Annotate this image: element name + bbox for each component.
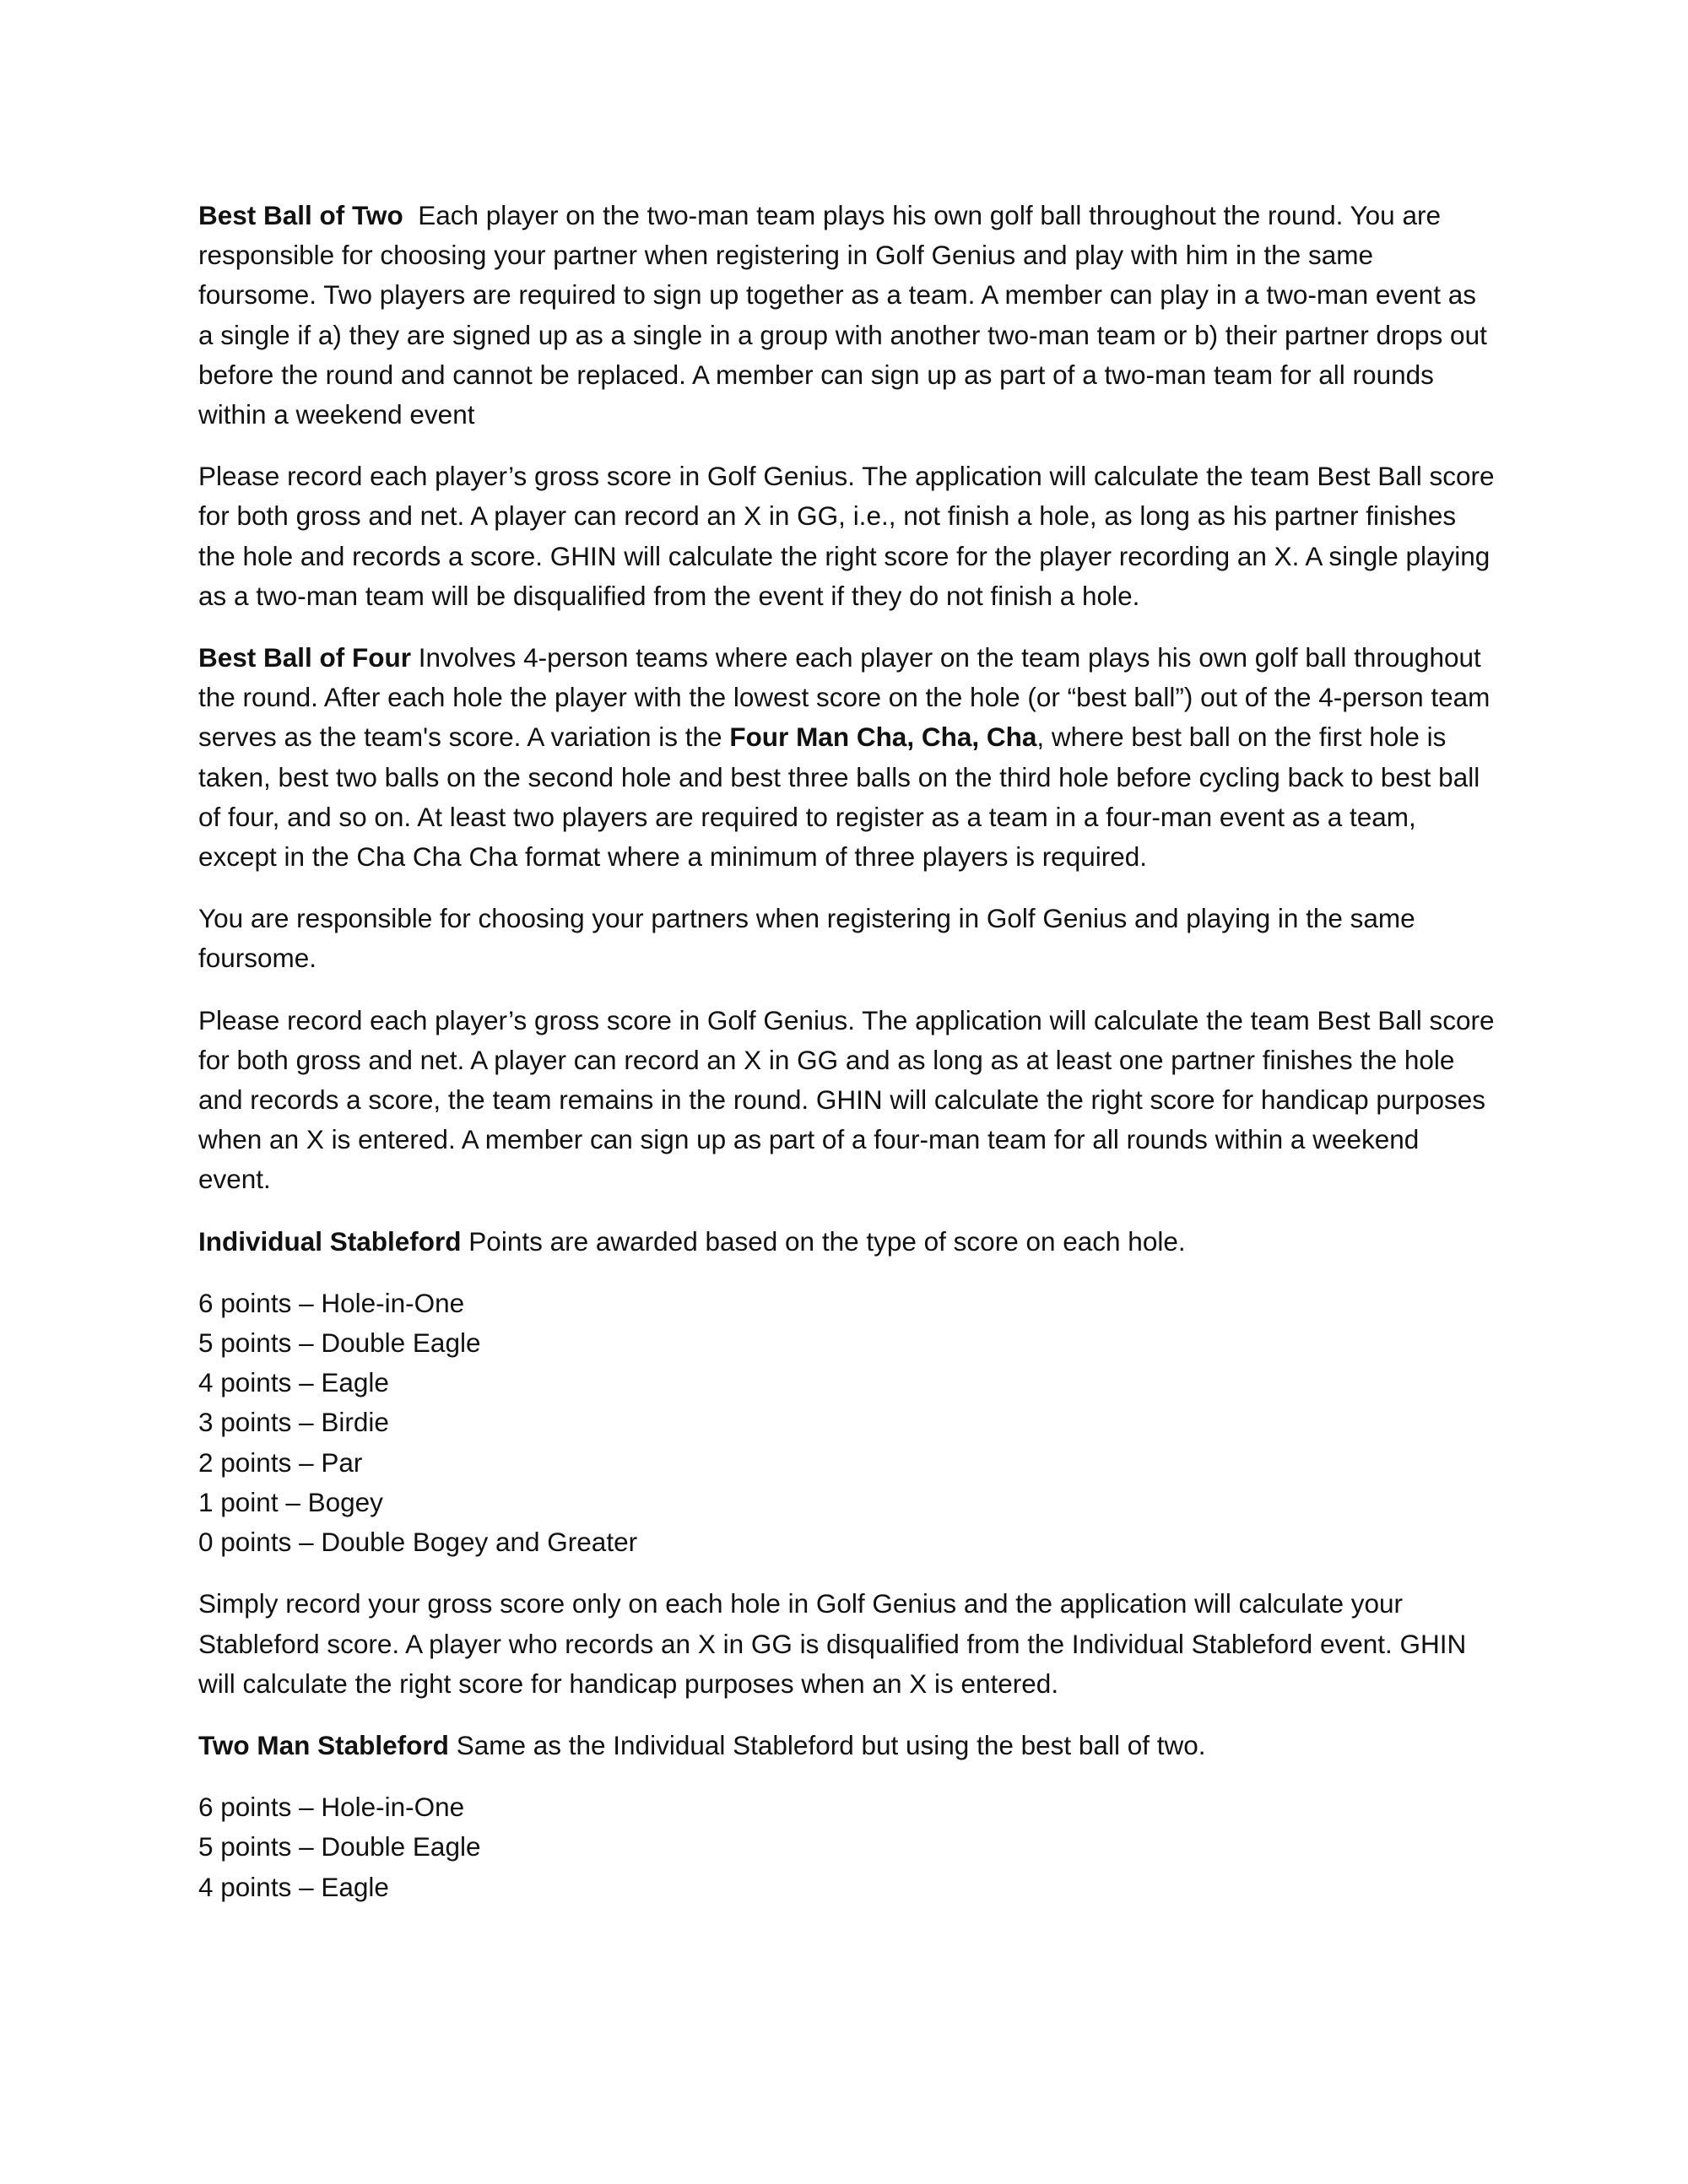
individual-stableford-scoring-paragraph: Simply record your gross score only on each hole in Golf Genius and the application will calculate your Stableford score. A player who records an X in GG is disqualified from the Individual Stableford event. GHIN will calculate the right score for handicap purposes when an X is entered. xyxy=(198,1588,1467,1699)
best-ball-four-partners-paragraph: You are responsible for choosing your partners when registering in Golf Genius and playing in the same foursome. xyxy=(198,903,1415,974)
points-line: 4 points – Eagle xyxy=(198,1871,389,1902)
points-line: 4 points – Eagle xyxy=(198,1367,389,1398)
best-ball-four-text-b: , where best ball on the first hole is taken, best two balls on the second hole and best three balls on the third hole before cycling back to best ball of four, and so on. At least two players are required to register as a team in a four-man event as a team, except in the Cha Cha Cha format where a minimum of three players is required. xyxy=(198,722,1480,873)
best-ball-four-scoring-paragraph: Please record each player’s gross score in Golf Genius. The application will calculate the team Best Ball score for both gross and net. A player can record an X in GG and as long as at least one partner finishes the hole and records a score, the team remains in the round. GHIN will calculate the right score for handicap purposes when an X is entered. A member can sign up as part of a four-man team for all rounds within a weekend event. xyxy=(198,1004,1495,1195)
best-ball-two-text: Each player on the two-man team plays his own golf ball throughout the round. You are responsible for choosing your partner when registering in Golf Genius and play with him in the same foursome. Two players are required to sign up together as a team. A member can play in a two-man event as a single if a) they are signed up as a single in a group with another two-man team or b) their partner drops out before the round and cannot be replaced. A member can sign up as part of a two-man team for all rounds within a weekend event xyxy=(198,200,1487,430)
best-ball-four-text-a: Involves 4-person teams where each player on the team plays his own golf ball throughout the round. After each hole the player with the lowest score on the hole (or “best ball”) out of the 4-person team serves as the team's score. A variation is the xyxy=(198,642,1491,753)
cha-cha-cha-format-name: Four Man Cha, Cha, Cha xyxy=(729,722,1037,753)
points-line: 6 points – Hole-in-One xyxy=(198,1287,465,1318)
best-ball-two-scoring-paragraph: Please record each player’s gross score in Golf Genius. The application will calculate the team Best Ball score for both gross and net. A player can record an X in GG, i.e., not finish a hole, as long as his partner finishes the hole and records a score. GHIN will calculate the right score for the player recording an X. A single playing as a two-man team will be disqualified from the event if they do not finish a hole. xyxy=(198,461,1495,611)
individual-stableford-intro: Points are awarded based on the type of score on each hole. xyxy=(468,1225,1186,1257)
points-line: 1 point – Bogey xyxy=(198,1486,383,1517)
two-man-stableford-intro: Same as the Individual Stableford but using the best ball of two. xyxy=(456,1729,1206,1760)
points-line: 3 points – Birdie xyxy=(198,1407,389,1438)
two-man-stableford-paragraph xyxy=(198,1726,1498,1765)
best-ball-two-paragraph xyxy=(198,196,1498,435)
best-ball-four-heading: Best Ball of Four xyxy=(198,642,412,673)
points-line: 0 points – Double Bogey and Greater xyxy=(198,1527,638,1558)
points-line: 5 points – Double Eagle xyxy=(198,1831,481,1862)
two-man-stableford-heading: Two Man Stableford xyxy=(198,1729,449,1760)
best-ball-two-heading: Best Ball of Two xyxy=(198,200,403,230)
points-line: 2 points – Par xyxy=(198,1446,363,1478)
individual-stableford-paragraph xyxy=(198,1222,1498,1262)
two-man-stableford-points-list xyxy=(198,1787,1498,1907)
individual-stableford-points-list xyxy=(198,1284,1498,1562)
points-line: 6 points – Hole-in-One xyxy=(198,1792,465,1823)
document-page xyxy=(198,196,1498,1929)
individual-stableford-heading: Individual Stableford xyxy=(198,1225,462,1257)
best-ball-four-paragraph xyxy=(198,638,1498,877)
points-line: 5 points – Double Eagle xyxy=(198,1327,481,1359)
